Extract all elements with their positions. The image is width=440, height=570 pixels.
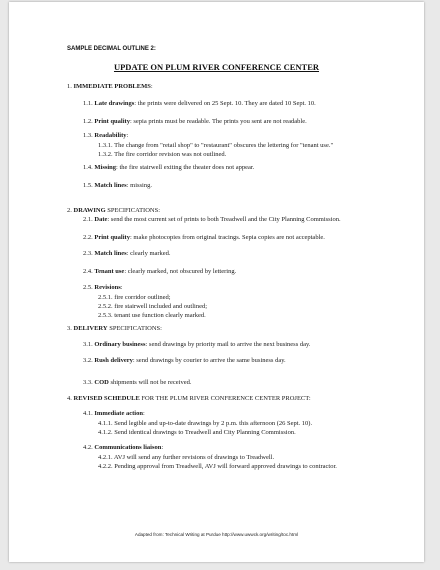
item-number: 2.5. bbox=[83, 284, 93, 291]
item-heading: Print quality bbox=[94, 118, 130, 125]
outline-item bbox=[83, 445, 163, 452]
section-number: 2. bbox=[67, 207, 72, 214]
item-number: 1.3. bbox=[83, 132, 93, 139]
outline-item bbox=[83, 101, 316, 108]
outline-item bbox=[83, 269, 236, 276]
subitem-text: Send legible and up-to-date drawings by 2 p.m. this afternoon (26 Sept. 10). bbox=[114, 420, 313, 427]
item-text: : the fire stairwell exiting the theater does not appear. bbox=[116, 164, 255, 171]
source-attribution: Adapted from: Technical Writing at Purdue http://www.uwwck.org/writing/toc.html bbox=[134, 532, 299, 537]
document-title: UPDATE ON PLUM RIVER CONFERENCE CENTER bbox=[113, 62, 320, 72]
subitem-text: AVJ will send any further revisions of drawings to Treadwell. bbox=[113, 454, 275, 461]
section-heading bbox=[67, 326, 162, 333]
item-text: : send the most current set of prints to both Treadwell and the City Planning Commission. bbox=[107, 216, 341, 223]
outline-subitem bbox=[98, 313, 206, 320]
item-text: : send drawings by courier to arrive the same business day. bbox=[132, 357, 286, 364]
item-number: 3.2. bbox=[83, 357, 93, 364]
item-text: : bbox=[161, 444, 164, 451]
item-number: 2.4. bbox=[83, 268, 93, 275]
item-number: 4.2. bbox=[83, 444, 93, 451]
section-title-rest: SPECIFICATIONS: bbox=[107, 325, 162, 332]
outline-item bbox=[83, 251, 171, 258]
outline-item bbox=[83, 119, 307, 126]
subitem-text: The change from "retail shop" to "restaurant" obscures the lettering for "tenant use." bbox=[114, 142, 334, 149]
document-page bbox=[9, 2, 424, 562]
subitem-number: 2.5.3. bbox=[98, 312, 113, 319]
subitem-number: 2.5.1. bbox=[98, 294, 113, 301]
item-heading: Tenant use bbox=[94, 268, 125, 275]
sample-caption: SAMPLE DECIMAL OUTLINE 2: bbox=[67, 46, 156, 52]
section-title-rest: : bbox=[150, 83, 153, 90]
section-number: 3. bbox=[67, 325, 72, 332]
outline-item bbox=[83, 411, 145, 418]
section-title: IMMEDIATE PROBLEMS bbox=[73, 83, 151, 90]
item-number: 2.2. bbox=[83, 234, 93, 241]
item-number: 3.1. bbox=[83, 341, 93, 348]
item-text: shipments will not be received. bbox=[108, 379, 192, 386]
subitem-text: The fire corridor revision was not outlined. bbox=[114, 151, 227, 158]
section-title: DELIVERY bbox=[73, 325, 108, 332]
subitem-number: 2.5.2. bbox=[98, 303, 113, 310]
item-text: : make photocopies from original tracings. Sepia copies are not acceptable. bbox=[129, 234, 325, 241]
outline-item bbox=[83, 285, 123, 292]
subitem-text: Send identical drawings to Treadwell and City Planning Commission. bbox=[114, 429, 296, 436]
item-text: : clearly marked, not obscured by lettering. bbox=[124, 268, 237, 275]
item-text: : clearly marked. bbox=[126, 250, 171, 257]
outline-item bbox=[83, 133, 128, 140]
item-text: : bbox=[126, 132, 129, 139]
item-number: 3.3. bbox=[83, 379, 93, 386]
section-title-rest: FOR THE PLUM RIVER CONFERENCE CENTER PROJECT: bbox=[139, 395, 311, 402]
outline-subitem bbox=[98, 304, 207, 311]
section-heading bbox=[67, 208, 160, 215]
outline-item bbox=[83, 358, 286, 365]
subitem-number: 1.3.1. bbox=[98, 142, 113, 149]
item-text: : sepia prints must be readable. The prints you sent are not readable. bbox=[129, 118, 307, 125]
outline-item bbox=[83, 183, 152, 190]
item-heading: COD bbox=[94, 379, 109, 386]
section-heading bbox=[67, 84, 153, 91]
outline-subitem bbox=[98, 143, 333, 150]
section-number: 1. bbox=[67, 83, 72, 90]
item-number: 1.2. bbox=[83, 118, 93, 125]
item-heading: Communications liaison bbox=[94, 444, 162, 451]
item-heading: Rush delivery bbox=[94, 357, 133, 364]
outline-item bbox=[83, 380, 192, 387]
subitem-text: Pending approval from Treadwell, AVJ will forward approved drawings to contractor. bbox=[114, 463, 337, 470]
item-text: : missing. bbox=[126, 182, 152, 189]
item-text: : bbox=[120, 284, 123, 291]
item-number: 1.5. bbox=[83, 182, 93, 189]
outline-subitem bbox=[98, 421, 312, 428]
section-title-rest: SPECIFICATIONS: bbox=[105, 207, 161, 214]
outline-subitem bbox=[98, 295, 171, 302]
outline-subitem bbox=[98, 152, 226, 159]
item-heading: Match lines bbox=[94, 182, 127, 189]
section-title: REVISED SCHEDULE bbox=[73, 395, 140, 402]
section-number: 4. bbox=[67, 395, 72, 402]
subitem-number: 4.1.1. bbox=[98, 420, 113, 427]
item-heading: Late drawings bbox=[94, 100, 135, 107]
outline-item bbox=[83, 217, 341, 224]
outline-subitem bbox=[98, 430, 296, 437]
subitem-number: 4.1.2. bbox=[98, 429, 113, 436]
item-heading: Ordinary business bbox=[94, 341, 146, 348]
subitem-number: 1.3.2. bbox=[98, 151, 113, 158]
item-text: : bbox=[142, 410, 145, 417]
subitem-text: fire corridor outlined; bbox=[114, 294, 171, 301]
item-heading: Readability bbox=[94, 132, 127, 139]
item-number: 2.1. bbox=[83, 216, 93, 223]
outline-item bbox=[83, 165, 254, 172]
section-heading bbox=[67, 396, 311, 403]
subitem-text: fire stairwell included and outlined; bbox=[114, 303, 208, 310]
outline-item bbox=[83, 342, 310, 349]
subitem-text: tenant use function clearly marked. bbox=[114, 312, 206, 319]
item-text: : send drawings by priority mail to arrive the next business day. bbox=[145, 341, 311, 348]
item-number: 2.3. bbox=[83, 250, 93, 257]
item-number: 1.1. bbox=[83, 100, 93, 107]
outline-item bbox=[83, 235, 325, 242]
item-heading: Date bbox=[94, 216, 108, 223]
subitem-number: 4.2.2. bbox=[98, 463, 113, 470]
section-title: DRAWING bbox=[73, 207, 106, 214]
item-heading: Print quality bbox=[94, 234, 130, 241]
item-heading: Match lines bbox=[94, 250, 127, 257]
outline-subitem bbox=[98, 455, 274, 462]
item-heading: Immediate action bbox=[94, 410, 143, 417]
outline-subitem bbox=[98, 464, 337, 471]
item-number: 1.4. bbox=[83, 164, 93, 171]
item-number: 4.1. bbox=[83, 410, 93, 417]
item-heading: Missing bbox=[94, 164, 117, 171]
item-text: : the prints were delivered on 25 Sept. 10. They are dated 10 Sept. 10. bbox=[134, 100, 316, 107]
item-heading: Revisions bbox=[94, 284, 121, 291]
subitem-number: 4.2.1. bbox=[98, 454, 113, 461]
